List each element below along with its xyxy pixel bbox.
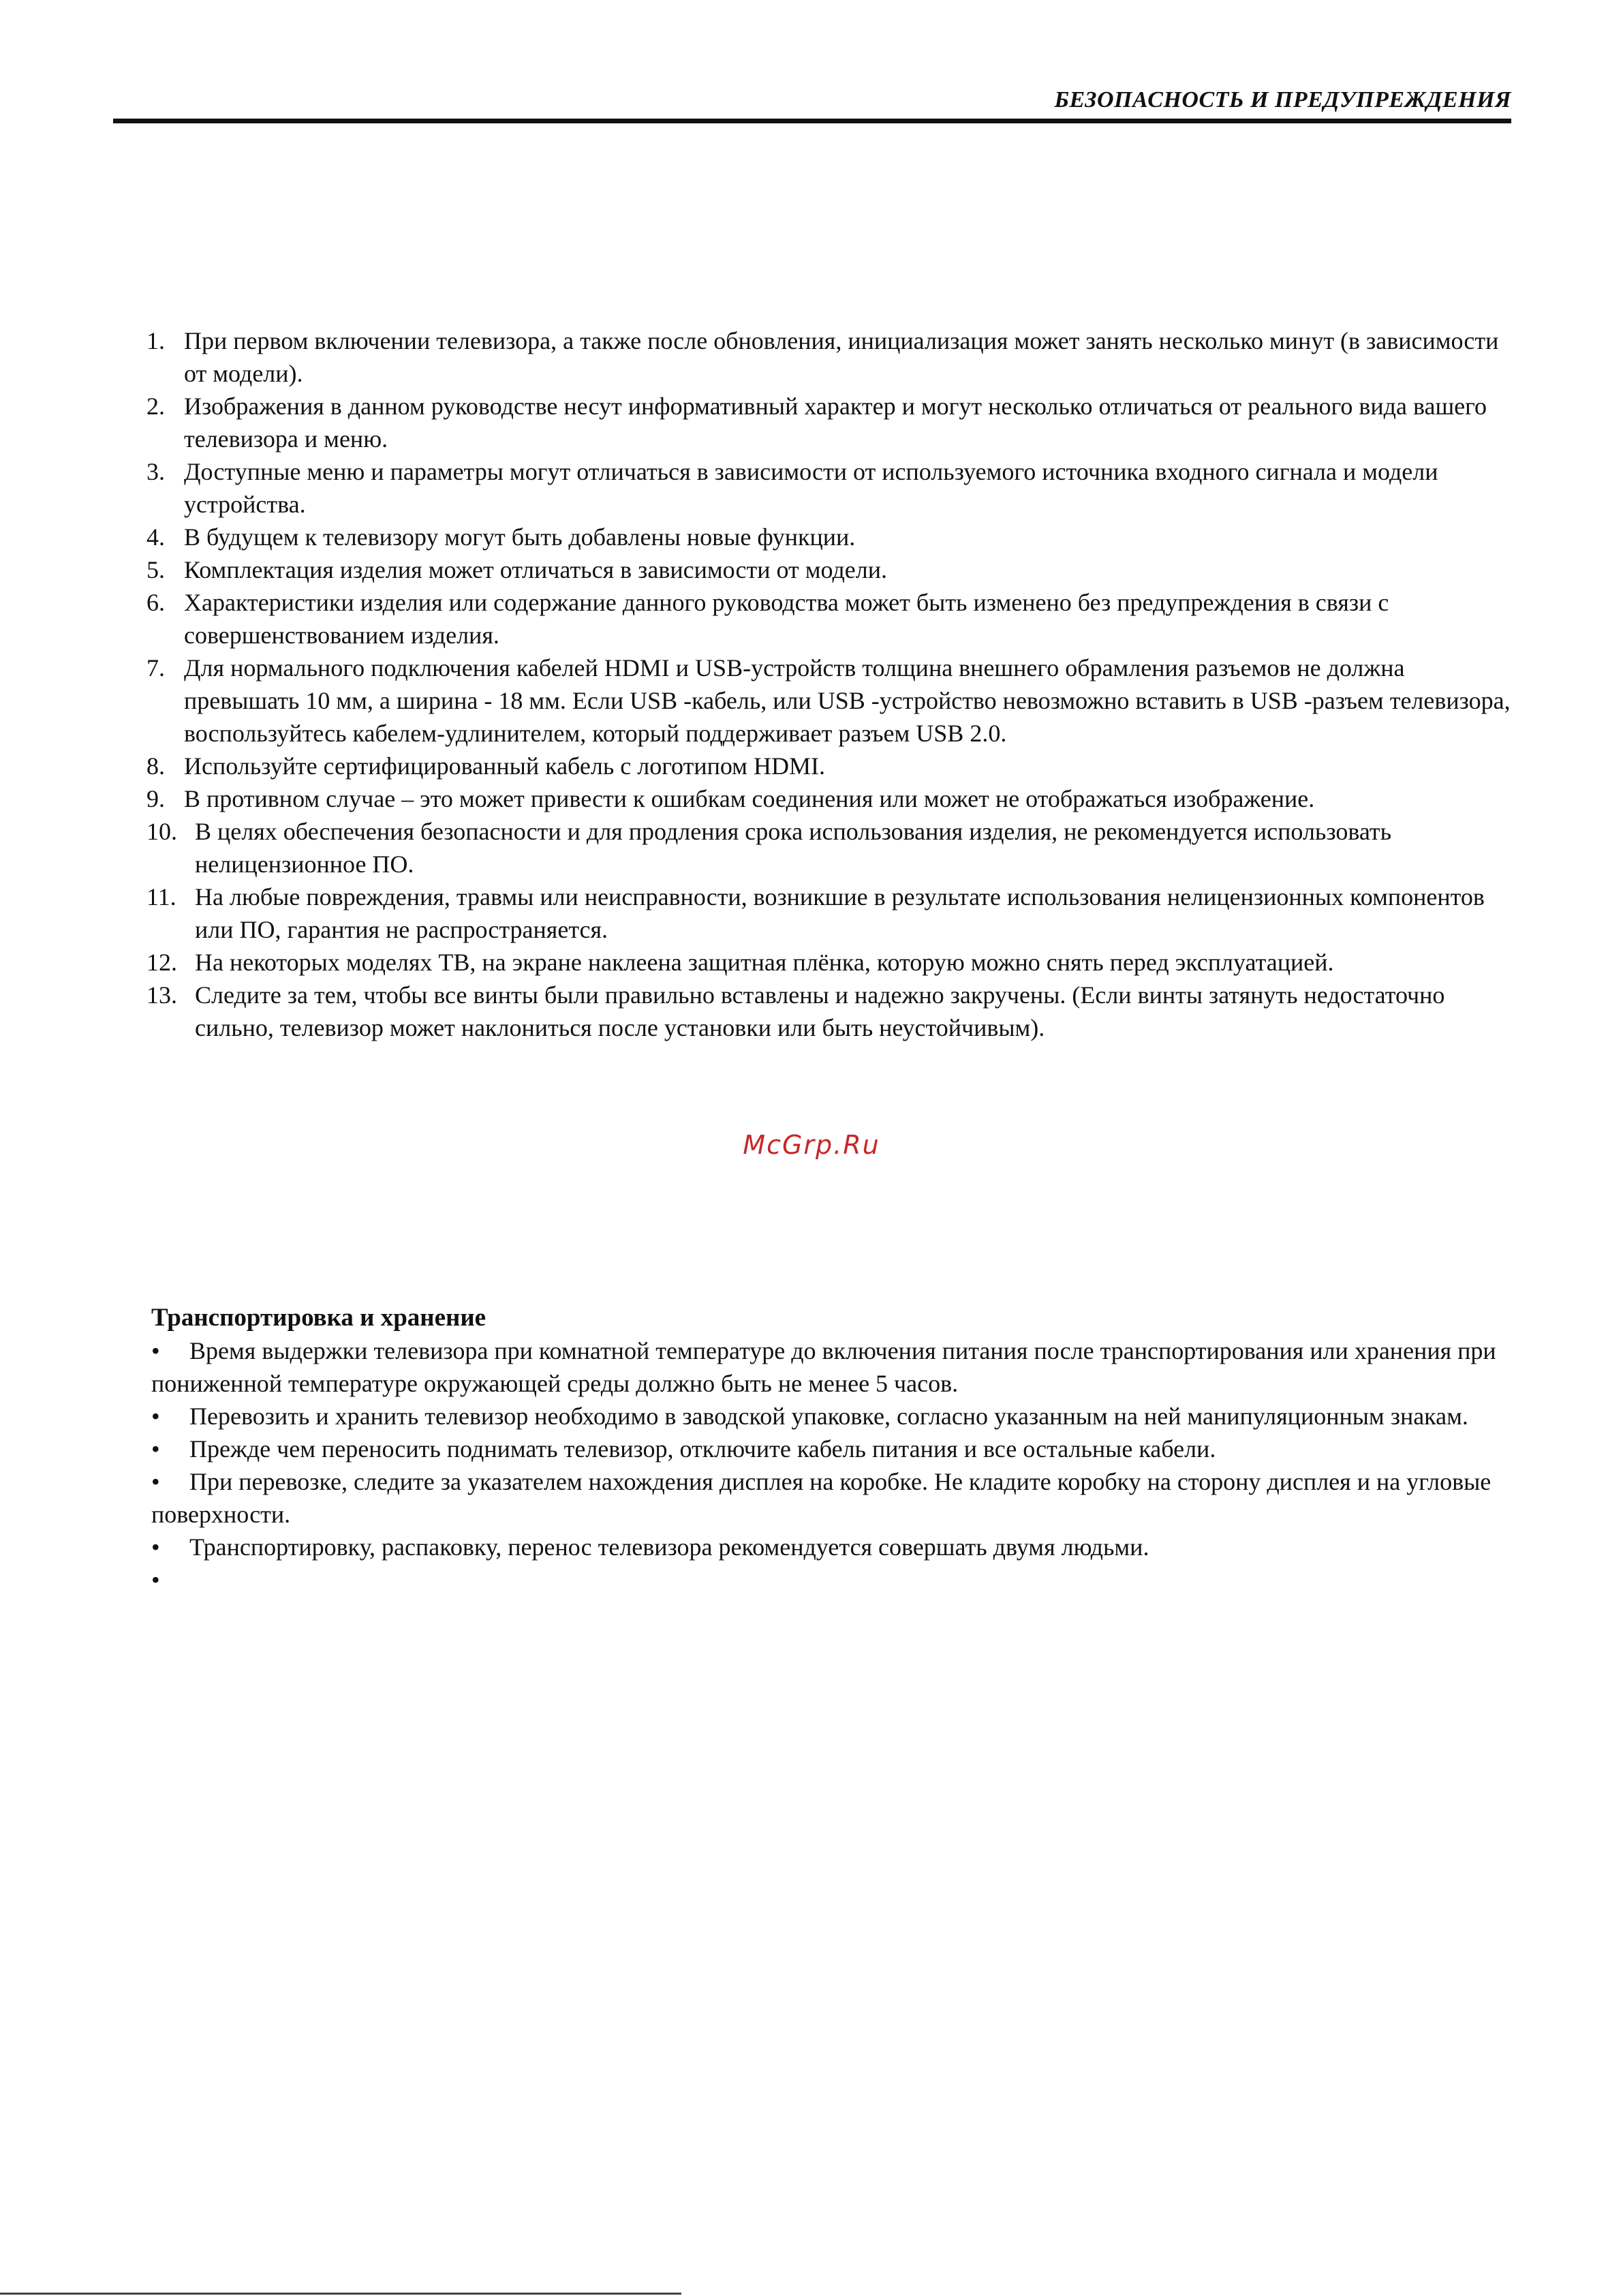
item-number: 1. [146, 327, 165, 354]
header-rule [113, 119, 1511, 123]
item-number: 10. [146, 818, 177, 845]
bullet: • [151, 1533, 160, 1561]
item-text: Перевозить и хранить телевизор необходимо в заводской упаковке, согласно указанным на ней манипуляционным знакам. [189, 1403, 1468, 1430]
item-number: 8. [146, 752, 165, 780]
item-text: Транспортировку, распаковку, перенос телевизора рекомендуется совершать двумя людьми. [189, 1533, 1149, 1561]
list-item [129, 979, 1519, 1044]
list-item [151, 1334, 1514, 1400]
list-item [129, 324, 1519, 390]
item-text: Характеристики изделия или содержание данного руководства может быть изменено без предупреждения в связи с совершенствованием изделия. [184, 589, 1389, 649]
list-item [151, 1563, 1514, 1596]
section-title: БЕЗОПАСНОСТЬ И ПРЕДУПРЕЖДЕНИЯ [1054, 87, 1511, 112]
bullet-list [151, 1334, 1514, 1596]
list-item [129, 881, 1519, 946]
item-text: В противном случае – это может привести к ошибкам соединения или может не отображаться изображение. [184, 785, 1315, 812]
item-number: 13. [146, 981, 177, 1009]
item-text: Используйте сертифицированный кабель с логотипом HDMI. [184, 752, 825, 780]
item-text: В будущем к телевизору могут быть добавлены новые функции. [184, 523, 856, 551]
item-text: В целях обеспечения безопасности и для продления срока использования изделия, не рекомендуется использовать нелицензионное ПО. [195, 818, 1392, 878]
item-number: 7. [146, 654, 165, 682]
footer-rule [0, 2293, 681, 2295]
item-text: Следите за тем, чтобы все винты были правильно вставлены и надежно закручены. (Если винты затянуть недостаточно сильно, телевизор может наклониться после установки или быть неустойчивым). [195, 981, 1445, 1041]
bullet: • [151, 1566, 160, 1593]
item-text: Изображения в данном руководстве несут информативный характер и могут несколько отличаться от реального вида вашего телевизора и меню. [184, 393, 1487, 453]
item-number: 2. [146, 393, 165, 420]
item-text: Время выдержки телевизора при комнатной температуре до включения питания после транспортирования или хранения при пониженной температуре окружающей среды должно быть не менее 5 часов. [151, 1337, 1496, 1397]
item-number: 4. [146, 523, 165, 551]
item-text: Доступные меню и параметры могут отличаться в зависимости от используемого источника входного сигнала и модели устройства. [184, 458, 1438, 518]
item-number: 9. [146, 785, 165, 812]
list-item [129, 553, 1519, 586]
item-number: 11. [146, 883, 176, 910]
item-number: 5. [146, 556, 165, 583]
list-item [151, 1465, 1514, 1531]
item-number: 12. [146, 949, 177, 976]
item-text: На любые повреждения, травмы или неисправности, возникшие в результате использования нелицензионных компонентов или ПО, гарантия не распространяется. [195, 883, 1485, 943]
list-item [129, 390, 1519, 455]
transport-section [151, 1302, 1514, 1596]
item-text: Комплектация изделия может отличаться в зависимости от модели. [184, 556, 888, 583]
item-text: Прежде чем переносить поднимать телевизор, отключите кабель питания и все остальные кабели. [189, 1435, 1216, 1463]
item-text: При первом включении телевизора, а также после обновления, инициализация может занять несколько минут (в зависимости от модели). [184, 327, 1499, 387]
bullet: • [151, 1468, 160, 1495]
list-item [129, 946, 1519, 979]
list-item [129, 652, 1519, 750]
list-item [129, 521, 1519, 553]
list-item [129, 455, 1519, 521]
bullet: • [151, 1403, 160, 1430]
list-item [151, 1433, 1514, 1465]
list-item [129, 750, 1519, 782]
item-text: На некоторых моделях ТВ, на экране наклеена защитная плёнка, которую можно снять перед эксплуатацией. [195, 949, 1334, 976]
item-number: 6. [146, 589, 165, 616]
list-item [151, 1531, 1514, 1563]
list-item [129, 815, 1519, 881]
list-item [129, 782, 1519, 815]
watermark: McGrp.Ru [743, 1130, 880, 1160]
notes-list [129, 324, 1519, 1044]
section-heading: Транспортировка и хранение [151, 1304, 486, 1332]
bullet: • [151, 1435, 160, 1463]
list-item [129, 586, 1519, 652]
item-text: Для нормального подключения кабелей HDMI и USB-устройств толщина внешнего обрамления разъемов не должна превышать 10 мм, а ширина - 18 мм. Если USB -кабель, или USB -устройство невозможно вставить в USB -разъем телевизора, воспользуйтесь кабелем-удлинителем, который поддерживает разъем USB 2.0. [184, 654, 1511, 747]
item-text: При перевозке, следите за указателем нахождения дисплея на коробке. Не кладите коробку на сторону дисплея и на угловые поверхности. [151, 1468, 1491, 1528]
item-number: 3. [146, 458, 165, 485]
list-item [151, 1400, 1514, 1433]
bullet: • [151, 1337, 160, 1364]
